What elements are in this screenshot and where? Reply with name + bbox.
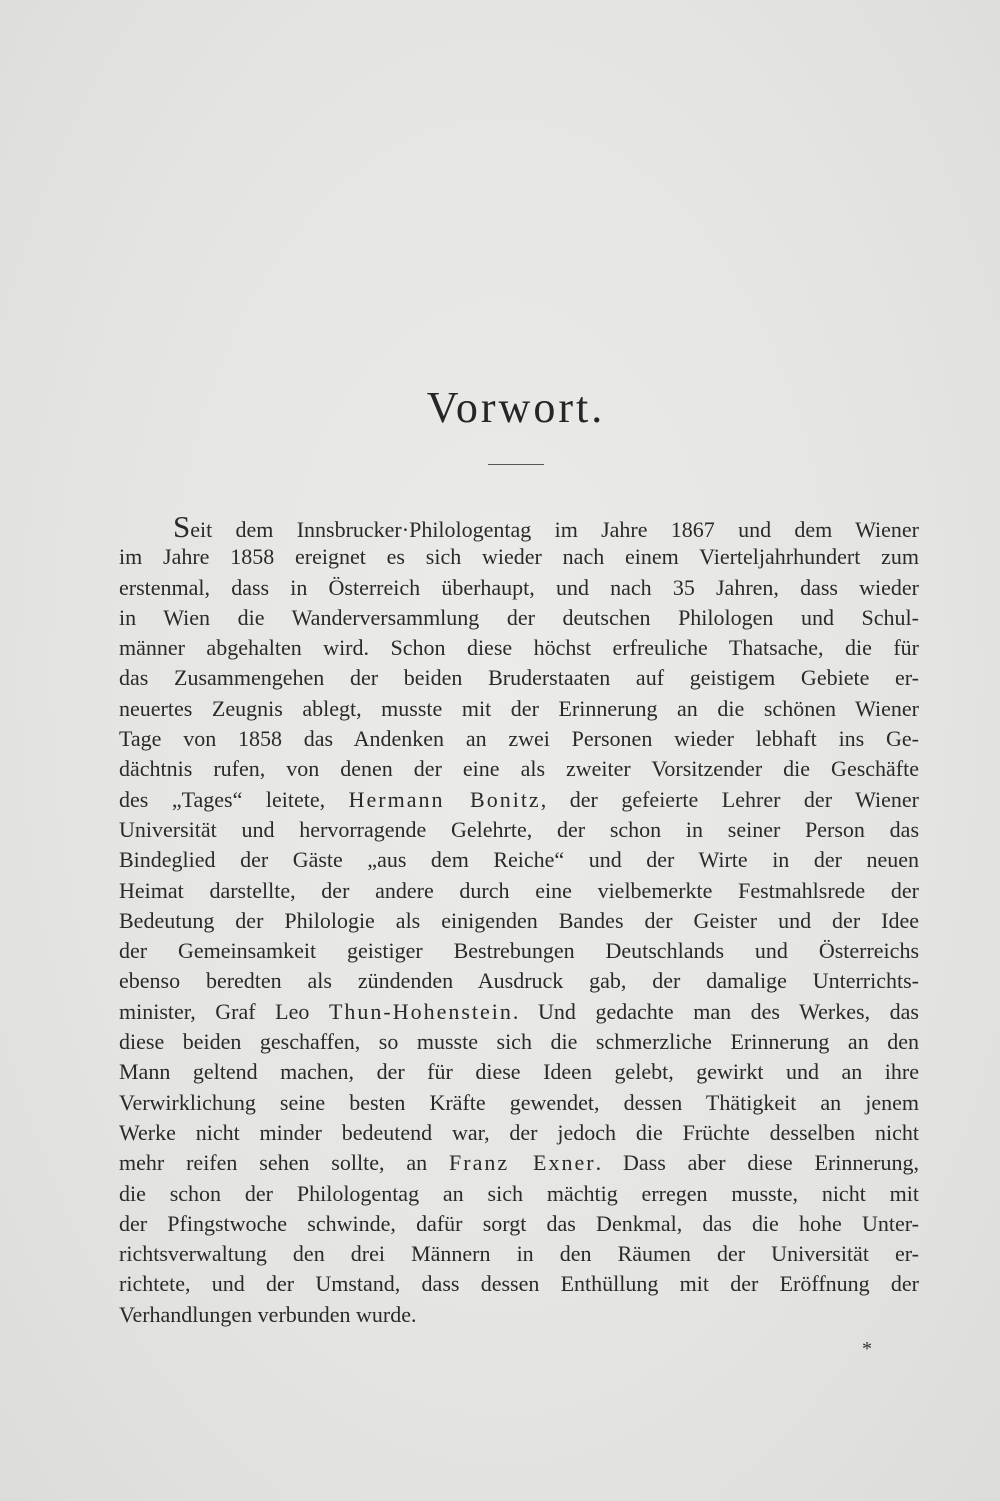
text-segment: minister, Graf Leo <box>119 998 329 1024</box>
text-line <box>119 1027 919 1057</box>
text-segment: Verwirklichung seine besten Kräfte gewendet, dessen Thätigkeit an jenem <box>119 1089 919 1115</box>
text-line <box>119 1239 919 1269</box>
text-line <box>119 663 919 693</box>
text-line <box>119 1088 919 1118</box>
text-segment: neuertes Zeugnis ablegt, musste mit der Erinnerung an die schönen Wiener <box>119 695 919 721</box>
text-segment: , der gefeierte Lehrer der Wiener <box>540 786 919 812</box>
text-line <box>119 1057 919 1087</box>
text-segment: Universität und hervorragende Gelehrte, der schon in seiner Person das <box>119 816 919 842</box>
text-line <box>119 815 919 845</box>
text-line <box>119 1209 919 1239</box>
text-line <box>119 906 919 936</box>
text-segment: mehr reifen sehen sollte, an <box>119 1150 450 1176</box>
text-segment: Bindeglied der Gäste „aus dem Reiche“ und der Wirte in der neuen <box>119 847 919 873</box>
text-segment: diese beiden geschaffen, so musste sich die schmerzliche Erinnerung an den <box>119 1029 919 1055</box>
text-segment: männer abgehalten wird. Schon diese höchst erfreuliche Thatsache, die für <box>119 635 919 661</box>
text-segment: der Gemeinsamkeit geistiger Bestrebungen Deutschlands und Österreichs <box>119 938 919 964</box>
text-line <box>119 633 919 663</box>
text-line <box>119 509 919 544</box>
signature-mark: * <box>862 1338 872 1360</box>
text-segment: Bedeutung der Philologie als einigenden Bandes der Geister und der Idee <box>119 907 919 933</box>
text-segment: in Wien die Wanderversammlung der deutschen Philologen und Schul- <box>119 604 919 630</box>
text-segment: des „Tages“ leitete, <box>119 786 349 812</box>
drop-cap: S <box>173 509 191 544</box>
text-line <box>119 1148 919 1178</box>
text-line <box>119 603 919 633</box>
text-line <box>119 1269 919 1299</box>
text-segment: Tage von 1858 das Andenken an zwei Personen wieder lebhaft ins Ge- <box>119 726 919 752</box>
text-line <box>119 754 919 784</box>
text-line <box>119 1179 919 1209</box>
text-segment: Mann geltend machen, der für diese Ideen gelebt, gewirkt und an ihre <box>119 1059 919 1085</box>
text-segment: richtsverwaltung den drei Männern in den Räumen der Universität er- <box>119 1241 919 1267</box>
text-line <box>119 876 919 906</box>
text-segment: das Zusammengehen der beiden Bruderstaaten auf geistigem Gebiete er- <box>119 665 919 691</box>
text-line <box>119 694 919 724</box>
spaced-name: Thun-Hohenstein <box>328 998 513 1024</box>
text-line <box>119 997 919 1027</box>
text-line <box>119 724 919 754</box>
preface-paragraph <box>119 509 919 1330</box>
text-segment: erstenmal, dass in Österreich überhaupt, und nach 35 Jahren, dass wieder <box>119 574 919 600</box>
text-segment: im Jahre 1858 ereignet es sich wieder nach einem Vierteljahrhundert zum <box>119 544 919 570</box>
text-line <box>119 936 919 966</box>
text-segment: Werke nicht minder bedeutend war, der jedoch die Früchte desselben nicht <box>119 1119 919 1145</box>
text-segment: ebenso beredten als zündenden Ausdruck gab, der damalige Unterrichts- <box>119 968 919 994</box>
text-segment: . Dass aber diese Erinnerung, <box>595 1150 919 1176</box>
text-line <box>119 542 919 572</box>
spaced-name: Franz Exner <box>449 1150 596 1176</box>
text-segment: dächtnis rufen, von denen der eine als zweiter Vorsitzender die Geschäfte <box>119 756 919 782</box>
text-segment: Verhandlungen verbunden wurde. <box>119 1301 417 1327</box>
text-line <box>119 845 919 875</box>
text-segment: eit dem Innsbrucker·Philologentag im Jahre 1867 und dem Wiener <box>190 517 919 542</box>
text-line <box>119 573 919 603</box>
text-line <box>119 1118 919 1148</box>
text-segment: die schon der Philologentag an sich mächtig erregen musste, nicht mit <box>119 1180 919 1206</box>
text-segment: richtete, und der Umstand, dass dessen Enthüllung mit der Eröffnung der <box>119 1271 919 1297</box>
text-line <box>119 1300 919 1330</box>
text-segment: Heimat darstellte, der andere durch eine vielbemerkte Festmahlsrede der <box>119 877 919 903</box>
page-title: Vorwort. <box>426 383 606 432</box>
text-line <box>119 785 919 815</box>
title-divider <box>488 464 544 465</box>
spaced-name: Hermann Bonitz <box>348 786 541 812</box>
text-segment: . Und gedachte man des Werkes, das <box>512 998 919 1024</box>
text-segment: der Pfingstwoche schwinde, dafür sorgt das Denkmal, das die hohe Unter- <box>119 1210 919 1236</box>
text-line <box>119 966 919 996</box>
